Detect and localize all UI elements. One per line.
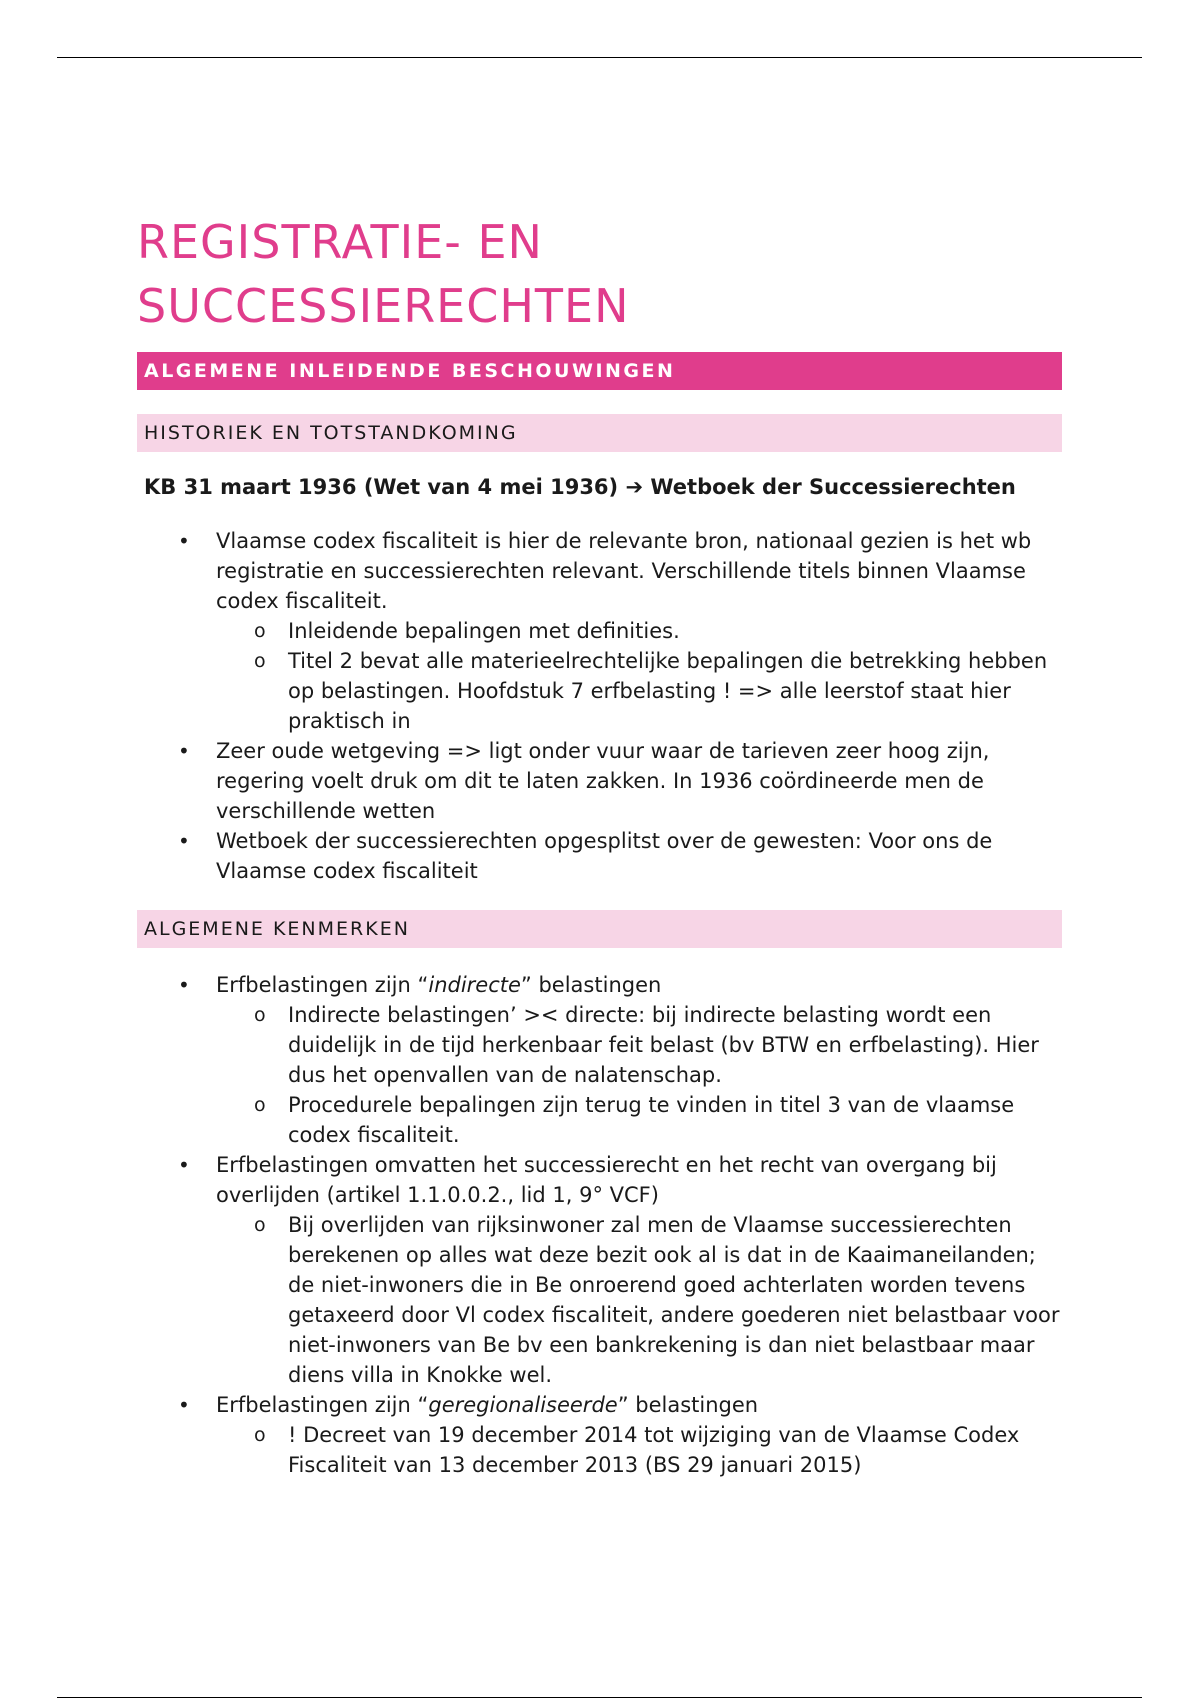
title-line-2: SUCCESSIERECHTEN bbox=[137, 279, 630, 333]
sub-bullet-icon: o bbox=[254, 620, 266, 642]
sub-list-item bbox=[215, 1210, 1062, 1390]
text-fragment: ” belastingen bbox=[520, 973, 662, 997]
list-item bbox=[137, 736, 1062, 826]
text-fragment: Erfbelastingen zijn “ bbox=[216, 973, 429, 997]
historiek-list bbox=[137, 526, 1062, 886]
list-item-text: Vlaamse codex fiscaliteit is hier de relevante bron, nationaal gezien is het wb registratie en successierechten relevant. Verschillende titels binnen Vlaamse codex fiscaliteit. bbox=[216, 529, 1032, 613]
sub-list bbox=[216, 1000, 1062, 1150]
text-fragment: ” belastingen bbox=[617, 1393, 759, 1417]
sub-list-item-text: ! Decreet van 19 december 2014 tot wijziging van de Vlaamse Codex Fiscaliteit van 13 december 2013 (BS 29 januari 2015) bbox=[288, 1423, 1020, 1477]
text-fragment: Erfbelastingen zijn “ bbox=[216, 1393, 429, 1417]
sub-list-item-text: Titel 2 bevat alle materieelrechtelijke bepalingen die betrekking hebben op belastingen. Hoofdstuk 7 erfbelasting ! => alle leerstof staat hier praktisch in bbox=[288, 649, 1048, 733]
list-item bbox=[137, 1390, 1062, 1480]
page-bottom-rule bbox=[57, 1697, 1142, 1698]
list-item-text bbox=[216, 973, 661, 997]
kenmerken-list bbox=[137, 970, 1062, 1480]
sub-list-item bbox=[215, 1420, 1062, 1480]
bullet-icon: • bbox=[178, 529, 190, 553]
list-item bbox=[137, 526, 1062, 736]
list-item bbox=[137, 970, 1062, 1150]
sub-list bbox=[216, 616, 1062, 736]
right-arrow-icon: ➔ bbox=[625, 475, 644, 499]
lead-part-2: Wetboek der Successierechten bbox=[650, 475, 1016, 499]
sub-bullet-icon: o bbox=[254, 1004, 266, 1026]
subsection-heading-historiek: HISTORIEK EN TOTSTANDKOMING bbox=[137, 414, 1062, 452]
document-title bbox=[137, 210, 1062, 338]
emphasis-text: geregionaliseerde bbox=[428, 1393, 618, 1417]
bullet-icon: • bbox=[178, 739, 190, 763]
sub-bullet-icon: o bbox=[254, 650, 266, 672]
list-item-text: Wetboek der successierechten opgesplitst over de gewesten: Voor ons de Vlaamse codex fiscaliteit bbox=[216, 829, 993, 883]
sub-bullet-icon: o bbox=[254, 1424, 266, 1446]
bullet-icon: • bbox=[178, 973, 190, 997]
list-item-text: Zeer oude wetgeving => ligt onder vuur waar de tarieven zeer hoog zijn, regering voelt druk om dit te laten zakken. In 1936 coördineerde men de verschillende wetten bbox=[216, 739, 990, 823]
lead-part-1: KB 31 maart 1936 (Wet van 4 mei 1936) bbox=[144, 475, 619, 499]
list-item-text bbox=[216, 1393, 758, 1417]
lead-paragraph bbox=[144, 472, 1062, 502]
sub-list bbox=[216, 1420, 1062, 1480]
bullet-icon: • bbox=[178, 829, 190, 853]
sub-list-item bbox=[215, 1090, 1062, 1150]
list-item bbox=[137, 1150, 1062, 1390]
sub-list-item-text: Inleidende bepalingen met definities. bbox=[288, 619, 680, 643]
sub-bullet-icon: o bbox=[254, 1214, 266, 1236]
sub-list-item-text: Indirecte belastingen’ >< directe: bij indirecte belasting wordt een duidelijk in de tijd herkenbaar feit belast (bv BTW en erfbelasting). Hier dus het openvallen van de nalatenschap. bbox=[288, 1003, 1039, 1087]
title-line-1: REGISTRATIE- EN bbox=[137, 215, 543, 269]
sub-list-item bbox=[215, 646, 1062, 736]
document-body bbox=[137, 210, 1062, 1480]
bullet-icon: • bbox=[178, 1153, 190, 1177]
bullet-icon: • bbox=[178, 1393, 190, 1417]
sub-list bbox=[216, 1210, 1062, 1390]
sub-list-item bbox=[215, 616, 1062, 646]
sub-bullet-icon: o bbox=[254, 1094, 266, 1116]
sub-list-item bbox=[215, 1000, 1062, 1090]
sub-list-item-text: Procedurele bepalingen zijn terug te vinden in titel 3 van de vlaamse codex fiscaliteit. bbox=[288, 1093, 1015, 1147]
list-item-text: Erfbelastingen omvatten het successierecht en het recht van overgang bij overlijden (artikel 1.1.0.0.2., lid 1, 9° VCF) bbox=[216, 1153, 997, 1207]
page-top-rule bbox=[57, 57, 1142, 58]
section-heading-algemene: ALGEMENE INLEIDENDE BESCHOUWINGEN bbox=[137, 352, 1062, 390]
emphasis-text: indirecte bbox=[428, 973, 521, 997]
list-item bbox=[137, 826, 1062, 886]
sub-list-item-text: Bij overlijden van rijksinwoner zal men de Vlaamse successierechten berekenen op alles wat deze bezit ook al is dat in de Kaaimaneilanden; de niet-inwoners die in Be onroerend goed achterlaten worden tevens getaxeerd door Vl codex fiscaliteit, andere goederen niet belastbaar voor niet-inwoners van Be bv een bankrekening is dan niet belastbaar maar diens villa in Knokke wel. bbox=[288, 1213, 1060, 1387]
subsection-heading-kenmerken: ALGEMENE KENMERKEN bbox=[137, 910, 1062, 948]
